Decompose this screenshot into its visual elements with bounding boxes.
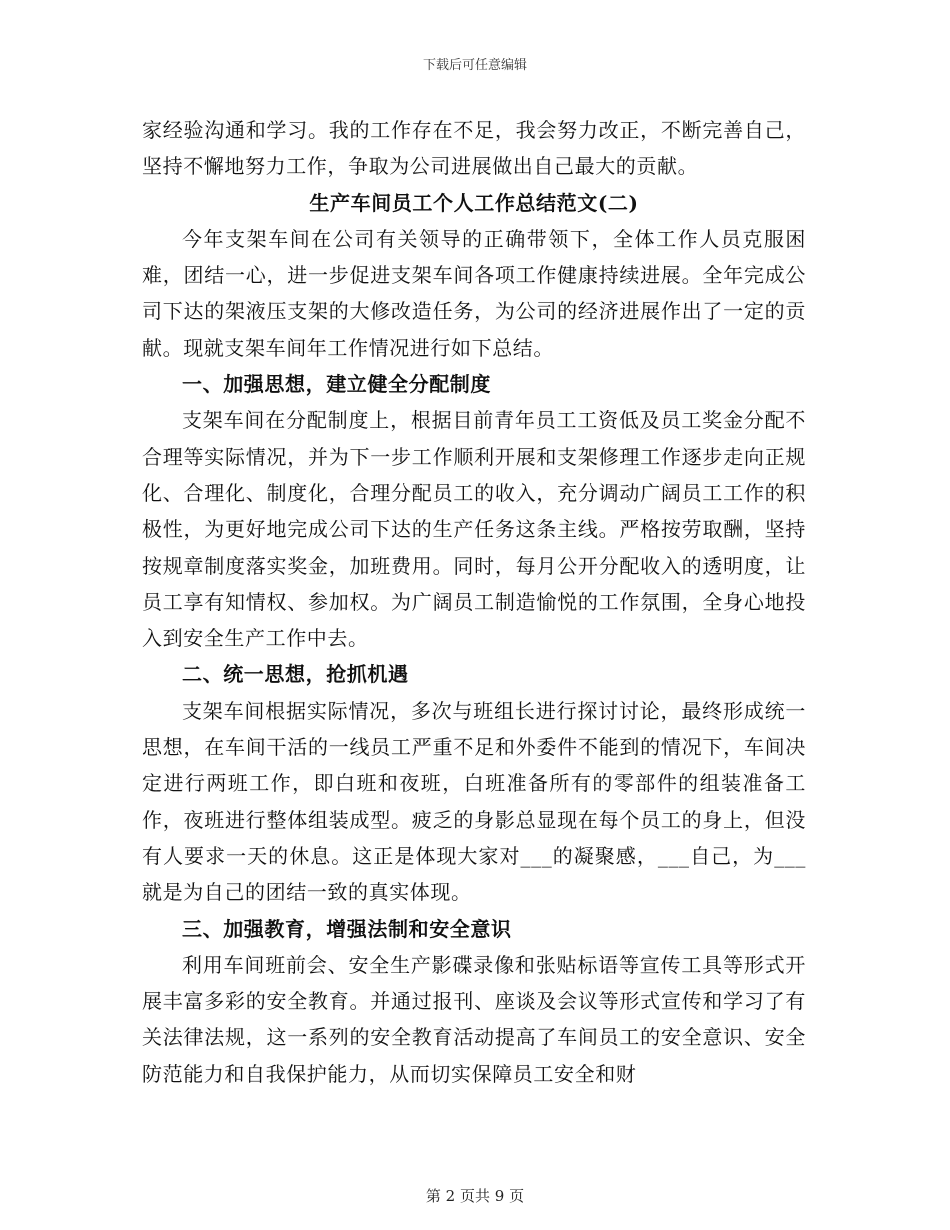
heading-one: 一、加强思想，建立健全分配制度	[182, 372, 491, 397]
paragraph-education: 利用车间班前会、安全生产影碟录像和张贴标语等宣传工具等形式开展丰富多彩的安全教育。并通过报刊、座谈及会议等形式宣传和学习了有关法律法规，这一系列的安全教育活动提高了车间员工的安全意识、安全防范能力和自我保护能力，从而切实保障员工安全和财	[142, 952, 806, 1086]
paragraph-unity: 支架车间根据实际情况，多次与班组长进行探讨讨论，最终形成统一思想，在车间干活的一线员工严重不足和外委件不能到的情况下，车间决定进行两班工作，即白班和夜班，白班准备所有的零部件的组装准备工作，夜班进行整体组装成型。疲乏的身影总显现在每个员工的身上，但没有人要求一天的休息。这正是体现大家对___的凝聚感，___自己，为___就是为自己的团结一致的真实体现。	[142, 698, 806, 905]
paragraph-continued: 家经验沟通和学习。我的工作存在不足，我会努力改正，不断完善自己，坚持不懈地努力工作，争取为公司进展做出自己最大的贡献。	[142, 118, 806, 179]
heading-two: 二、统一思想，抢抓机遇	[182, 662, 409, 687]
paragraph-distribution: 支架车间在分配制度上，根据目前青年员工工资低及员工奖金分配不合理等实际情况，并为下一步工作顺利开展和支架修理工作逐步走向正规化、合理化、制度化，合理分配员工的收入，充分调动广阔员工工作的积极性，为更好地完成公司下达的生产任务这条主线。严格按劳取酬，坚持按规章制度落实奖金，加班费用。同时，每月公开分配收入的透明度，让员工享有知情权、参加权。为广阔员工制造愉悦的工作氛围，全身心地投入到安全生产工作中去。	[142, 408, 806, 651]
heading-three: 三、加强教育，增强法制和安全意识	[182, 916, 512, 941]
document-body	[142, 112, 806, 1092]
page-footer: 第 2 页共 9 页	[425, 1187, 525, 1205]
section-title: 生产车间员工个人工作总结范文(二)	[309, 190, 639, 215]
page-header: 下载后可任意编辑	[422, 58, 527, 73]
paragraph-intro: 今年支架车间在公司有关领导的正确带领下，全体工作人员克服困难，团结一心，进一步促进支架车间各项工作健康持续进展。全年完成公司下达的架液压支架的大修改造任务，为公司的经济进展作出了一定的贡献。现就支架车间年工作情况进行如下总结。	[142, 226, 806, 360]
